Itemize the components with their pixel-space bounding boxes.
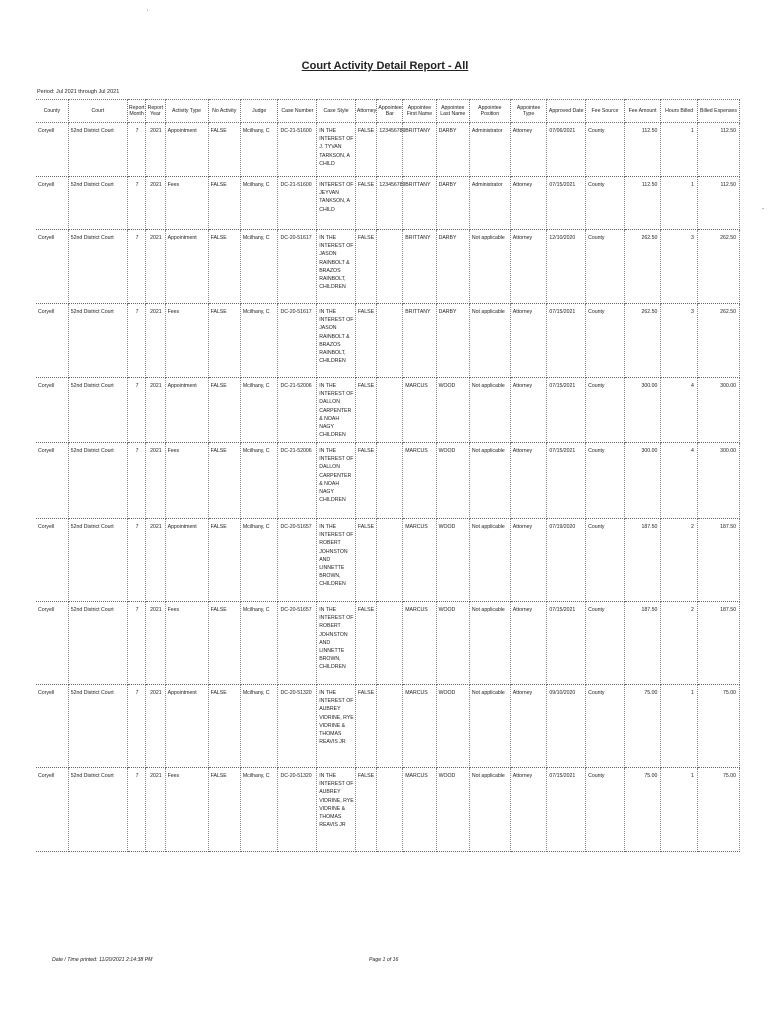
cell-case-style: IN THE INTEREST OF DALLON CARPENTER & NOAH NAGY CHILDREN [317, 443, 356, 519]
cell-position: Not applicable [469, 602, 510, 685]
cell-expenses: 112.50 [697, 177, 739, 230]
cell-no-activity: FALSE [208, 304, 240, 378]
column-header: Case Number [278, 100, 317, 123]
cell-activity: Appointment [165, 123, 208, 177]
cell-court: 52nd District Court [68, 768, 127, 852]
cell-attorney: FALSE [355, 685, 377, 768]
cell-month: 7 [127, 378, 145, 443]
cell-fee: 112.50 [624, 123, 661, 177]
cell-bar [377, 685, 403, 768]
footer-page: Page 1 of 16 [369, 957, 399, 963]
cell-last: WOOD [436, 378, 469, 443]
cell-bar [377, 443, 403, 519]
cell-county: Coryell [36, 519, 68, 602]
column-header: Fee Amount [624, 100, 661, 123]
cell-attorney: FALSE [355, 443, 377, 519]
table-row [36, 230, 740, 304]
cell-expenses: 300.00 [697, 443, 739, 519]
cell-case-style: IN THE INTEREST OF JASON RAINBOLT & BRAZOS RAINBOLT, CHILDREN [317, 230, 356, 304]
cell-judge: Mcilhany, C [240, 768, 278, 852]
cell-activity: Fees [165, 177, 208, 230]
cell-position: Not applicable [469, 768, 510, 852]
cell-activity: Fees [165, 768, 208, 852]
cell-attorney: FALSE [355, 177, 377, 230]
cell-last: WOOD [436, 685, 469, 768]
cell-first: MARCUS [403, 519, 436, 602]
cell-court: 52nd District Court [68, 519, 127, 602]
cell-first: BRITTANY [403, 304, 436, 378]
cell-bar [377, 304, 403, 378]
cell-last: WOOD [436, 443, 469, 519]
cell-last: DARBY [436, 123, 469, 177]
cell-case-style: IN THE INTEREST OF AUBREY VIDRINE, RYE VIDRINE & THOMAS REAVIS JR [317, 768, 356, 852]
cell-date: 12/10/2020 [547, 230, 586, 304]
column-header: Approved Date [547, 100, 586, 123]
cell-case-style: IN THE INTEREST OF ROBERT JOHNSTON AND LINNETTE BROWN, CHILDREN [317, 519, 356, 602]
cell-type: Attorney [510, 443, 547, 519]
cell-type: Attorney [510, 123, 547, 177]
cell-case-style: IN THE INTEREST OF J. TYVAN TARKSON, A CHILD [317, 123, 356, 177]
cell-no-activity: FALSE [208, 230, 240, 304]
cell-court: 52nd District Court [68, 230, 127, 304]
cell-date: 07/15/2021 [547, 768, 586, 852]
cell-bar [377, 230, 403, 304]
activity-table [36, 99, 740, 852]
cell-fee: 75.00 [624, 685, 661, 768]
cell-year: 2021 [146, 378, 165, 443]
cell-month: 7 [127, 519, 145, 602]
cell-month: 7 [127, 768, 145, 852]
column-header: Judge [240, 100, 278, 123]
cell-activity: Appointment [165, 519, 208, 602]
cell-expenses: 187.50 [697, 602, 739, 685]
cell-expenses: 75.00 [697, 768, 739, 852]
table-row [36, 602, 740, 685]
cell-date: 07/15/2021 [547, 443, 586, 519]
cell-fee: 262.50 [624, 304, 661, 378]
cell-date: 07/15/2021 [547, 177, 586, 230]
cell-case-no: DC-20-51617 [278, 304, 317, 378]
cell-year: 2021 [146, 443, 165, 519]
cell-type: Attorney [510, 378, 547, 443]
cell-no-activity: FALSE [208, 768, 240, 852]
cell-court: 52nd District Court [68, 304, 127, 378]
cell-court: 52nd District Court [68, 685, 127, 768]
cell-month: 7 [127, 230, 145, 304]
cell-type: Attorney [510, 304, 547, 378]
cell-position: Administrator [469, 177, 510, 230]
scan-mark: ' [147, 10, 149, 16]
cell-county: Coryell [36, 685, 68, 768]
column-header: Hours Billed [661, 100, 698, 123]
cell-first: BRITTANY [403, 177, 436, 230]
table-row [36, 177, 740, 230]
cell-type: Attorney [510, 230, 547, 304]
column-header: Billed Expenses [697, 100, 739, 123]
cell-attorney: FALSE [355, 123, 377, 177]
cell-month: 7 [127, 177, 145, 230]
cell-no-activity: FALSE [208, 602, 240, 685]
cell-source: County [586, 123, 625, 177]
cell-hours: 1 [661, 177, 698, 230]
cell-county: Coryell [36, 123, 68, 177]
table-row [36, 304, 740, 378]
cell-attorney: FALSE [355, 378, 377, 443]
cell-hours: 1 [661, 685, 698, 768]
cell-fee: 75.00 [624, 768, 661, 852]
cell-last: DARBY [436, 304, 469, 378]
cell-year: 2021 [146, 602, 165, 685]
cell-case-no: DC-21-51600 [278, 123, 317, 177]
cell-fee: 187.50 [624, 602, 661, 685]
column-header: Appointee First Name [403, 100, 436, 123]
cell-no-activity: FALSE [208, 177, 240, 230]
cell-first: MARCUS [403, 378, 436, 443]
cell-date: 07/15/2021 [547, 378, 586, 443]
cell-attorney: FALSE [355, 304, 377, 378]
cell-position: Not applicable [469, 443, 510, 519]
cell-judge: Mcilhany, C [240, 602, 278, 685]
cell-last: WOOD [436, 602, 469, 685]
cell-activity: Appointment [165, 378, 208, 443]
cell-attorney: FALSE [355, 768, 377, 852]
column-header: Attorney [355, 100, 377, 123]
cell-year: 2021 [146, 304, 165, 378]
cell-fee: 112.50 [624, 177, 661, 230]
cell-judge: Mcilhany, C [240, 304, 278, 378]
cell-source: County [586, 768, 625, 852]
cell-bar [377, 768, 403, 852]
cell-judge: Mcilhany, C [240, 685, 278, 768]
cell-type: Attorney [510, 177, 547, 230]
cell-first: MARCUS [403, 443, 436, 519]
cell-court: 52nd District Court [68, 443, 127, 519]
cell-case-style: IN THE INTEREST OF DALLON CARPENTER & NOAH NAGY CHILDREN [317, 378, 356, 443]
table-header [36, 100, 740, 123]
cell-hours: 1 [661, 768, 698, 852]
cell-county: Coryell [36, 443, 68, 519]
cell-position: Not applicable [469, 304, 510, 378]
cell-judge: Mcilhany, C [240, 378, 278, 443]
cell-type: Attorney [510, 519, 547, 602]
column-header: Appointee Bar [377, 100, 403, 123]
cell-judge: Mcilhany, C [240, 177, 278, 230]
column-header: Activity Type [165, 100, 208, 123]
cell-position: Not applicable [469, 685, 510, 768]
cell-fee: 187.50 [624, 519, 661, 602]
cell-court: 52nd District Court [68, 602, 127, 685]
cell-case-no: DC-20-51320 [278, 685, 317, 768]
cell-position: Administrator [469, 123, 510, 177]
cell-first: MARCUS [403, 768, 436, 852]
cell-activity: Appointment [165, 230, 208, 304]
cell-hours: 3 [661, 230, 698, 304]
cell-month: 7 [127, 123, 145, 177]
cell-hours: 4 [661, 443, 698, 519]
cell-case-style: INTEREST OF JEYVAN TANKSON, A CHILD [317, 177, 356, 230]
report-title: Court Activity Detail Report - All [301, 60, 469, 72]
column-header: Appointee Type [510, 100, 547, 123]
cell-position: Not applicable [469, 230, 510, 304]
cell-year: 2021 [146, 123, 165, 177]
cell-hours: 2 [661, 519, 698, 602]
report-period: Period: Jul 2021 through Jul 2021 [37, 89, 120, 95]
column-header: Case Style [317, 100, 356, 123]
cell-activity: Fees [165, 443, 208, 519]
cell-judge: Mcilhany, C [240, 230, 278, 304]
column-header: Appointee Last Name [436, 100, 469, 123]
cell-source: County [586, 230, 625, 304]
table-body [36, 123, 740, 852]
cell-bar [377, 602, 403, 685]
footer-printed: Date / Time printed: 11/20/2021 2:14:38 PM [52, 957, 153, 963]
cell-attorney: FALSE [355, 602, 377, 685]
cell-last: DARBY [436, 230, 469, 304]
cell-county: Coryell [36, 378, 68, 443]
cell-attorney: FALSE [355, 519, 377, 602]
cell-expenses: 187.50 [697, 519, 739, 602]
cell-date: 07/06/2021 [547, 123, 586, 177]
column-header: Appointee Position [469, 100, 510, 123]
cell-year: 2021 [146, 519, 165, 602]
cell-county: Coryell [36, 602, 68, 685]
table-row [36, 123, 740, 177]
cell-hours: 1 [661, 123, 698, 177]
cell-fee: 300.00 [624, 443, 661, 519]
column-header: No Activity [208, 100, 240, 123]
cell-court: 52nd District Court [68, 123, 127, 177]
table-row [36, 685, 740, 768]
column-header: Court [68, 100, 127, 123]
cell-hours: 2 [661, 602, 698, 685]
cell-source: County [586, 602, 625, 685]
cell-source: County [586, 177, 625, 230]
cell-year: 2021 [146, 230, 165, 304]
cell-case-no: DC-21-51600 [278, 177, 317, 230]
table-row [36, 768, 740, 852]
cell-type: Attorney [510, 768, 547, 852]
cell-date: 07/19/2020 [547, 519, 586, 602]
cell-fee: 262.50 [624, 230, 661, 304]
cell-last: WOOD [436, 768, 469, 852]
cell-last: DARBY [436, 177, 469, 230]
cell-source: County [586, 378, 625, 443]
cell-court: 52nd District Court [68, 378, 127, 443]
cell-case-no: DC-21-52006 [278, 443, 317, 519]
cell-case-no: DC-20-51657 [278, 602, 317, 685]
cell-year: 2021 [146, 177, 165, 230]
cell-attorney: FALSE [355, 230, 377, 304]
cell-county: Coryell [36, 304, 68, 378]
cell-month: 7 [127, 443, 145, 519]
cell-county: Coryell [36, 177, 68, 230]
cell-activity: Fees [165, 602, 208, 685]
cell-source: County [586, 685, 625, 768]
cell-last: WOOD [436, 519, 469, 602]
cell-case-no: DC-21-52006 [278, 378, 317, 443]
cell-no-activity: FALSE [208, 123, 240, 177]
cell-judge: Mcilhany, C [240, 123, 278, 177]
table-row [36, 519, 740, 602]
cell-source: County [586, 519, 625, 602]
column-header: Report Year [146, 100, 165, 123]
cell-month: 7 [127, 685, 145, 768]
cell-position: Not applicable [469, 519, 510, 602]
cell-position: Not applicable [469, 378, 510, 443]
table-row [36, 378, 740, 443]
table-row [36, 443, 740, 519]
cell-county: Coryell [36, 768, 68, 852]
cell-first: BRITTANY [403, 123, 436, 177]
cell-no-activity: FALSE [208, 378, 240, 443]
cell-case-style: IN THE INTEREST OF AUBREY VIDRINE, RYE VIDRINE & THOMAS REAVIS JR [317, 685, 356, 768]
cell-first: MARCUS [403, 685, 436, 768]
cell-bar: 123456789 [377, 177, 403, 230]
cell-county: Coryell [36, 230, 68, 304]
cell-activity: Fees [165, 304, 208, 378]
cell-hours: 3 [661, 304, 698, 378]
cell-expenses: 300.00 [697, 378, 739, 443]
cell-expenses: 75.00 [697, 685, 739, 768]
cell-case-no: DC-20-51657 [278, 519, 317, 602]
column-header: Report Month [127, 100, 145, 123]
cell-date: 07/15/2021 [547, 304, 586, 378]
cell-type: Attorney [510, 602, 547, 685]
cell-month: 7 [127, 602, 145, 685]
cell-no-activity: FALSE [208, 443, 240, 519]
cell-year: 2021 [146, 768, 165, 852]
cell-case-no: DC-20-51320 [278, 768, 317, 852]
cell-case-no: DC-20-51617 [278, 230, 317, 304]
cell-year: 2021 [146, 685, 165, 768]
cell-no-activity: FALSE [208, 685, 240, 768]
cell-judge: Mcilhany, C [240, 519, 278, 602]
cell-case-style: IN THE INTEREST OF ROBERT JOHNSTON AND LINNETTE BROWN, CHILDREN [317, 602, 356, 685]
cell-hours: 4 [661, 378, 698, 443]
cell-first: BRITTANY [403, 230, 436, 304]
cell-bar [377, 378, 403, 443]
cell-activity: Appointment [165, 685, 208, 768]
cell-expenses: 112.50 [697, 123, 739, 177]
cell-type: Attorney [510, 685, 547, 768]
cell-case-style: IN THE INTEREST OF JASON RAINBOLT & BRAZOS RAINBOLT, CHILDREN [317, 304, 356, 378]
cell-month: 7 [127, 304, 145, 378]
cell-no-activity: FALSE [208, 519, 240, 602]
scan-mark: - [762, 206, 764, 212]
cell-date: 07/15/2021 [547, 602, 586, 685]
cell-judge: Mcilhany, C [240, 443, 278, 519]
cell-bar [377, 519, 403, 602]
cell-source: County [586, 443, 625, 519]
cell-bar: 123456789 [377, 123, 403, 177]
cell-fee: 300.00 [624, 378, 661, 443]
cell-source: County [586, 304, 625, 378]
cell-first: MARCUS [403, 602, 436, 685]
cell-expenses: 262.50 [697, 304, 739, 378]
cell-court: 52nd District Court [68, 177, 127, 230]
cell-expenses: 262.50 [697, 230, 739, 304]
column-header: Fee Source [586, 100, 625, 123]
cell-date: 09/10/2020 [547, 685, 586, 768]
column-header: County [36, 100, 68, 123]
